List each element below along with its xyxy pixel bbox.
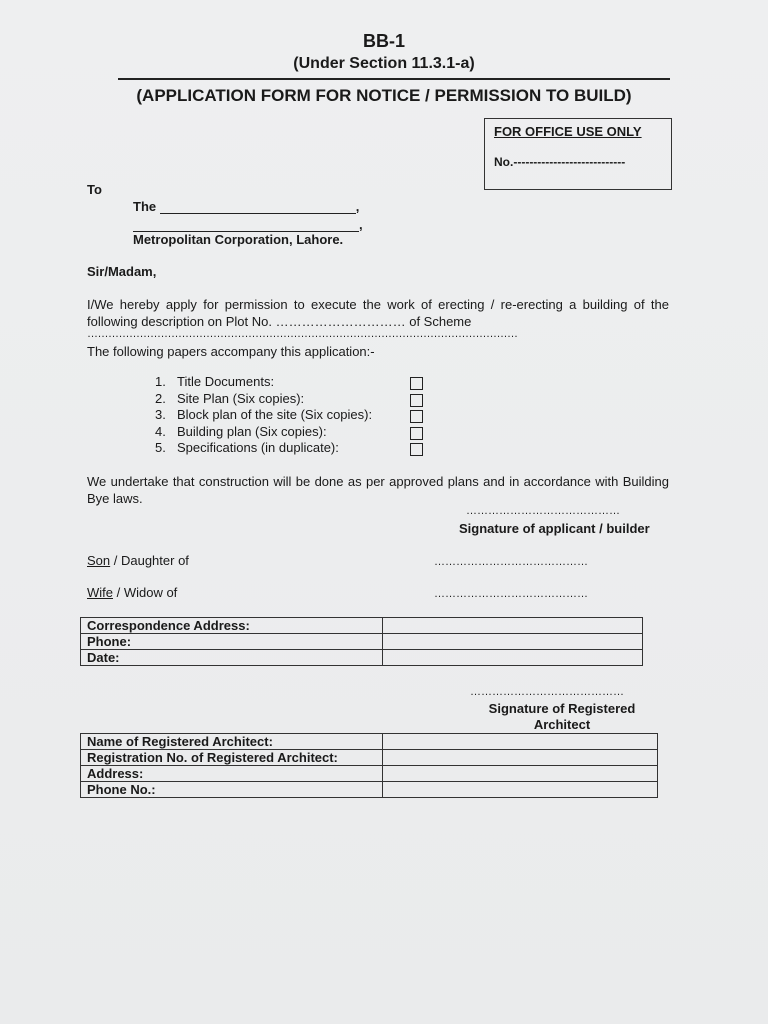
architect-table — [80, 733, 658, 798]
widow-text: / Widow of — [113, 585, 178, 600]
table-row — [81, 734, 658, 750]
son-daughter-label — [87, 553, 189, 568]
table-row — [81, 766, 658, 782]
list-item — [155, 391, 410, 408]
form-title: (APPLICATION FORM FOR NOTICE / PERMISSION TO BUILD) — [136, 86, 632, 105]
item-label: Title Documents: — [177, 374, 275, 389]
applicant-signature-line[interactable]: …………………………………… — [466, 505, 620, 517]
header-rule — [118, 78, 670, 80]
correspondence-address-field[interactable] — [383, 618, 643, 634]
architect-signature-label-2: Architect — [533, 717, 591, 732]
architect-phone-field[interactable] — [383, 782, 658, 798]
building-plan-checkbox[interactable] — [410, 427, 423, 440]
to-label: To — [87, 182, 102, 197]
item-label: Specifications (in duplicate): — [177, 440, 339, 455]
list-item — [155, 407, 410, 424]
office-use-label: FOR OFFICE USE ONLY — [494, 124, 642, 139]
addressee-line — [133, 199, 359, 214]
item-number: 1. — [155, 374, 166, 389]
applicant-table — [80, 617, 643, 666]
table-label: Phone No.: — [81, 782, 383, 798]
list-item — [155, 374, 410, 391]
architect-signature-line[interactable]: …………………………………… — [470, 686, 624, 698]
table-row — [81, 634, 643, 650]
undertaking-text: We undertake that construction will be done as per approved plans and in accordance with Building Bye laws. — [87, 474, 669, 506]
form-section: (Under Section 11.3.1-a) — [293, 55, 475, 72]
office-number-field[interactable]: No.---------------------------- — [494, 155, 626, 169]
specifications-checkbox[interactable] — [410, 443, 423, 456]
table-label: Registration No. of Registered Architect: — [81, 750, 383, 766]
addressee-comma: , — [355, 199, 360, 214]
item-number: 2. — [155, 390, 166, 406]
wife-widow-field[interactable]: …………………………………… — [434, 588, 588, 600]
list-item — [155, 424, 410, 441]
applicant-signature-label: Signature of applicant / builder — [459, 521, 650, 536]
item-label: Building plan (Six copies): — [177, 423, 327, 439]
organization-name: Metropolitan Corporation, Lahore. — [133, 232, 344, 247]
table-label: Address: — [81, 766, 383, 782]
addressee-blank-2[interactable] — [133, 221, 359, 232]
item-number: 5. — [155, 440, 166, 455]
item-label: Block plan of the site (Six copies): — [177, 407, 373, 422]
table-label: Name of Registered Architect: — [81, 734, 383, 750]
table-row — [81, 750, 658, 766]
table-row — [81, 650, 643, 666]
date-field[interactable] — [383, 650, 643, 666]
addressee-comma-2: , — [359, 217, 363, 232]
phone-field[interactable] — [383, 634, 643, 650]
item-label: Site Plan (Six copies): — [177, 390, 305, 406]
son-text: Son — [87, 553, 111, 568]
addressee-blank[interactable] — [160, 201, 356, 214]
daughter-text: / Daughter of — [110, 553, 189, 568]
documents-list — [155, 374, 410, 457]
architect-signature-label-1: Signature of Registered — [488, 701, 636, 716]
table-row — [81, 782, 658, 798]
table-row — [81, 618, 643, 634]
item-number: 3. — [155, 407, 166, 422]
item-number: 4. — [155, 423, 166, 439]
form-code: BB-1 — [362, 31, 405, 51]
application-paragraph: I/We hereby apply for permission to execute the work of erecting / re-erecting a building of the following description on Plot No. ………………………… of Scheme — [87, 297, 669, 329]
site-plan-checkbox[interactable] — [410, 394, 423, 407]
architect-address-field[interactable] — [383, 766, 658, 782]
block-plan-checkbox[interactable] — [410, 410, 423, 423]
scheme-dots: …………………………………………………………………………………………………………… — [87, 328, 518, 340]
addressee-line-2 — [133, 217, 363, 232]
architect-registration-field[interactable] — [383, 750, 658, 766]
wife-text: Wife — [87, 585, 113, 600]
the-label: The — [133, 199, 157, 214]
list-item — [155, 440, 410, 457]
papers-intro: The following papers accompany this application:- — [87, 344, 375, 359]
architect-name-field[interactable] — [383, 734, 658, 750]
title-documents-checkbox[interactable] — [410, 377, 423, 390]
table-label: Date: — [81, 650, 383, 666]
salutation: Sir/Madam, — [87, 264, 157, 279]
wife-widow-label — [87, 585, 177, 600]
son-daughter-field[interactable]: …………………………………… — [434, 556, 588, 568]
table-label: Correspondence Address: — [81, 618, 383, 634]
table-label: Phone: — [81, 634, 383, 650]
